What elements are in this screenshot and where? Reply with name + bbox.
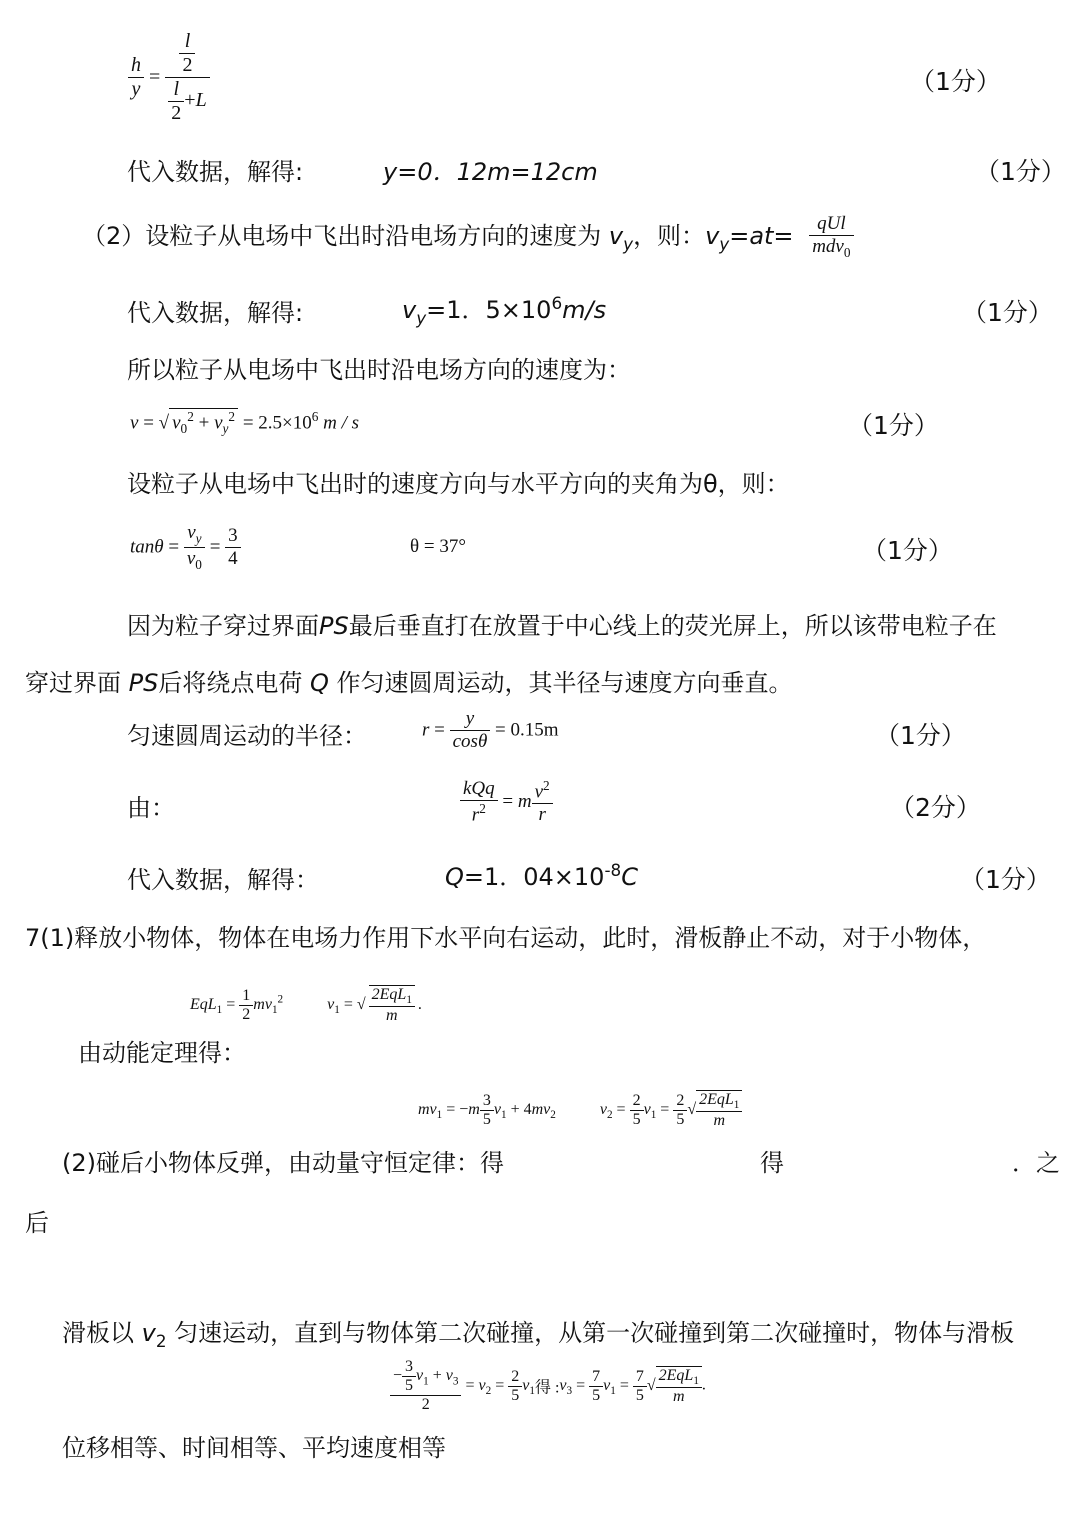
through-line: 穿过界面 PS后将绕点电荷 Q 作匀速圆周运动，其半径与速度方向垂直。 — [25, 669, 793, 697]
formula-radius: r = $\frac{y}{\cos\theta}$ = 0.15m — [422, 708, 559, 752]
equal-line: 位移相等、时间相等、平均速度相等 — [62, 1434, 446, 1462]
score-5: （1分） — [862, 536, 953, 565]
formula-average-velocity: − $\frac{3}{5}$ $v_1 + v_3$ 2 = $v_2$ = $\frac{2}{5}$ $v_1$得 $:v_3$ = $\frac{7}{5}$ $v_1$ = $\frac{7}{5}$ √ $\frac{2EqL_1}{m}$ . — [390, 1358, 706, 1414]
score-1: （1分） — [910, 67, 1001, 96]
by-label: 由： — [127, 794, 175, 822]
radius-label: 匀速圆周运动的半径： — [127, 722, 367, 750]
slide-line: 滑板以 $v_2$ 匀速运动，直到与物体第二次碰撞，从第一次碰撞到第二次碰撞时，物体与滑板 — [62, 1319, 1015, 1351]
formula-momentum: $mv_1 = -m$ $\frac{3}{5}$ $v_1 + 4mv_2$ $v_2$ = $\frac{2}{5}$ $v_1$ = $\frac{2}{5}$ √ $\frac{2EqL_1}{m}$ — [418, 1090, 742, 1130]
score-8: （1分） — [960, 865, 1051, 894]
substitute-label-2: 代入数据，解得: — [127, 299, 304, 327]
kinetic-theorem-label: 由动能定理得： — [78, 1039, 246, 1067]
result-y: y=0．12m=12cm — [383, 158, 598, 186]
part-2-line: (2)碰后小物体反弹，由动量守恒定律：得 — [62, 1149, 504, 1177]
formula-tan-theta: tanθ = $\frac{v_y}{v_0}$ = $\frac{3}{4}$ — [130, 522, 241, 573]
formula-kinetic-energy: EqL$_1$ = $\frac{1}{2}$ $mv_1^2$ $v_1$ = √ $\frac{2EqL_1}{m}$ . — [190, 986, 422, 1025]
substitute-label-3: 代入数据，解得： — [127, 866, 319, 894]
score-4: （1分） — [848, 411, 939, 440]
score-3: （1分） — [962, 298, 1053, 327]
score-2: （1分） — [975, 157, 1066, 186]
formula-coulomb-centripetal: $\frac{\text{kQq}}{r^2}$ = m $\frac{v^2}{r}$ — [460, 778, 553, 826]
formula-similar-triangles: $\frac{h}{y}$ = $\frac{l}{2}$ $\frac{l}{2}$ +L — [128, 30, 210, 125]
question-7-line: 7(1)释放小物体，物体在电场力作用下水平向右运动，此时，滑板静止不动，对于小物体， — [25, 924, 987, 952]
zhihou-2: 后 — [25, 1209, 49, 1237]
score-7: （2分） — [890, 793, 981, 822]
part-2-intro: （2）设粒子从电场中飞出时沿电场方向的速度为 $v_y$，则：$v_y=at=$ $\frac{\text{qUl}}{mdv_0}$ — [82, 213, 854, 261]
set-theta-line: 设粒子从电场中飞出时的速度方向与水平方向的夹角为θ，则： — [127, 470, 790, 498]
score-6: （1分） — [875, 721, 966, 750]
zhihou-1: ．之 — [1012, 1149, 1060, 1177]
de-label: 得 — [760, 1149, 784, 1177]
formula-resultant-velocity: v = √ $v_0^2 + v_y^2 = 2.5\times 10^6$ m / s — [130, 409, 360, 437]
because-line: 因为粒子穿过界面PS最后垂直打在放置于中心线上的荧光屏上，所以该带电粒子在 — [127, 612, 997, 640]
result-Q: Q=1．$04\times 10^{-8}C$ — [445, 860, 638, 891]
so-line: 所以粒子从电场中飞出时沿电场方向的速度为： — [127, 356, 631, 384]
result-vy: $v_y=1$．$5\times 10^6m/s$ — [402, 293, 607, 328]
substitute-label-1: 代入数据，解得: — [127, 158, 304, 186]
formula-theta-value: θ = 37° — [410, 536, 466, 557]
